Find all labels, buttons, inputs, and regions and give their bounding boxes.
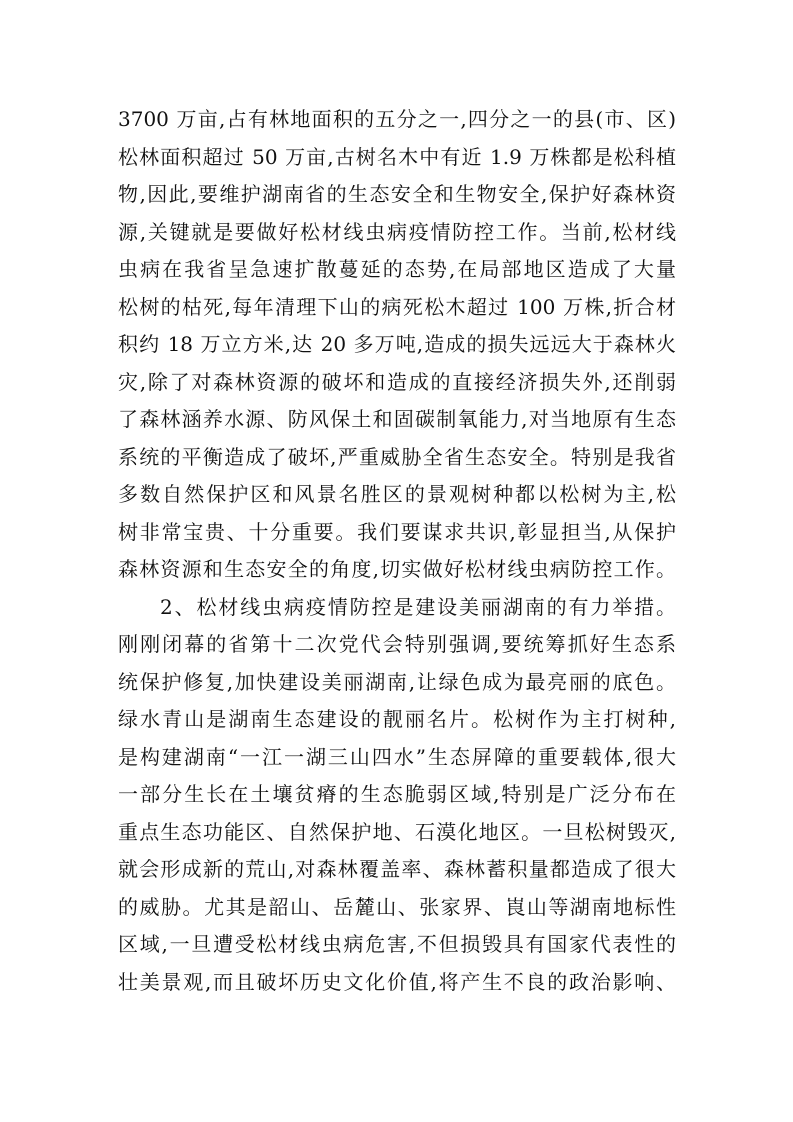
text-line: 壮美景观,而且破坏历史文化价值,将产生不良的政治影响、 [118, 969, 676, 994]
text-line: 松树的枯死,每年清理下山的病死松木超过 100 万株,折合材 [118, 294, 676, 319]
text-line: 3700 万亩,占有林地面积的五分之一,四分之一的县(市、区) [118, 107, 676, 131]
document-page [118, 101, 676, 1001]
text-line: 了森林涵养水源、防风保土和固碳制氧能力,对当地原有生态 [118, 407, 676, 431]
text-line: 区域,一旦遭受松材线虫病危害,不但损毁具有国家代表性的 [118, 932, 676, 956]
text-line: 是构建湖南“一江一湖三山四水”生态屏障的重要载体,很大 [118, 744, 676, 769]
text-line: 系统的平衡造成了破坏,严重威胁全省生态安全。特别是我省 [118, 444, 676, 469]
text-line: 一部分生长在土壤贫瘠的生态脆弱区域,特别是广泛分布在 [118, 782, 676, 806]
text-line: 森林资源和生态安全的角度,切实做好松材线虫病防控工作。 [118, 557, 676, 581]
text-line: 源,关键就是要做好松材线虫病疫情防控工作。当前,松材线 [118, 219, 676, 244]
text-line: 2、松材线虫病疫情防控是建设美丽湖南的有力举措。 [160, 594, 676, 619]
text-line: 多数自然保护区和风景名胜区的景观树种都以松树为主,松 [118, 482, 676, 506]
text-line: 绿水青山是湖南生态建设的靓丽名片。松树作为主打树种, [118, 707, 676, 731]
text-line: 就会形成新的荒山,对森林覆盖率、森林蓄积量都造成了很大 [118, 857, 676, 881]
text-line: 虫病在我省呈急速扩散蔓延的态势,在局部地区造成了大量 [118, 257, 676, 281]
text-line: 的威胁。尤其是韶山、岳麓山、张家界、崀山等湖南地标性 [118, 894, 676, 919]
text-line: 灾,除了对森林资源的破坏和造成的直接经济损失外,还削弱 [118, 369, 676, 394]
text-line: 物,因此,要维护湖南省的生态安全和生物安全,保护好森林资 [118, 182, 676, 206]
text-line: 松林面积超过 50 万亩,古树名木中有近 1.9 万株都是松科植 [118, 144, 676, 169]
text-line: 统保护修复,加快建设美丽湖南,让绿色成为最亮丽的底色。 [118, 669, 676, 694]
text-line: 刚刚闭幕的省第十二次党代会特别强调,要统筹抓好生态系 [118, 632, 676, 656]
text-line: 重点生态功能区、自然保护地、石漠化地区。一旦松树毁灭, [118, 819, 676, 844]
text-line: 积约 18 万立方米,达 20 多万吨,造成的损失远远大于森林火 [118, 332, 676, 356]
text-line: 树非常宝贵、十分重要。我们要谋求共识,彰显担当,从保护 [118, 519, 676, 544]
